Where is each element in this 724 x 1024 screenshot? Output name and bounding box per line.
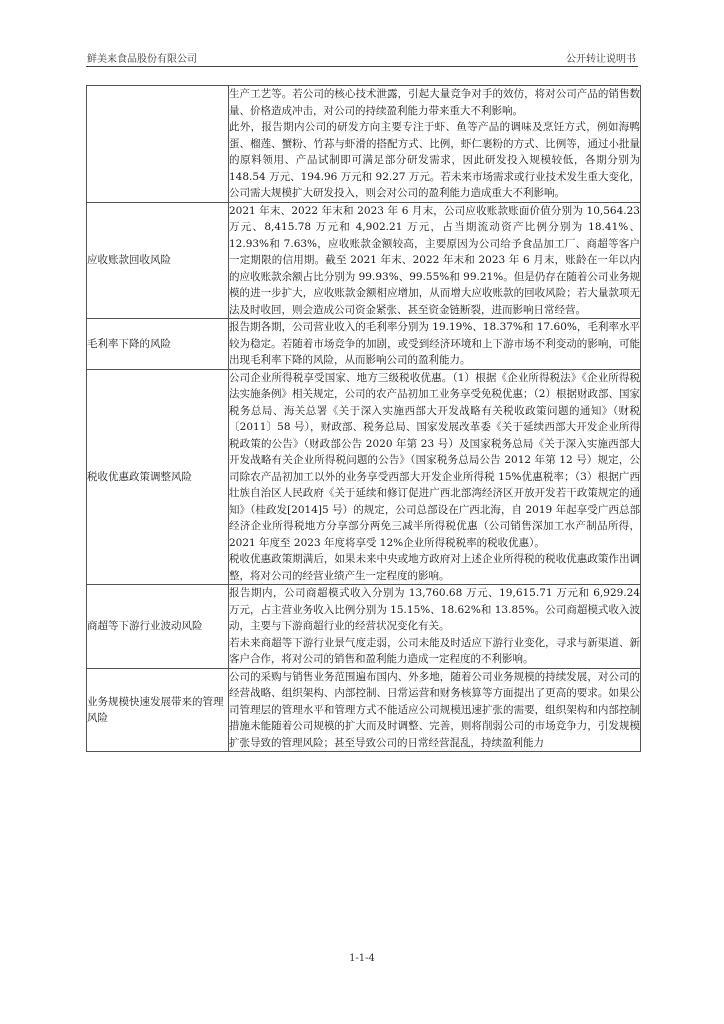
risk-description-cell [229,319,641,370]
risk-paragraph: 生产工艺等。若公司的核心技术泄露，引起大量竞争对手的效仿，将对公司产品的销售数量、价格造成冲击，对公司的持续盈利能力带来重大不利影响。 [229,88,640,117]
header-divider [86,66,638,67]
risk-factor-table [86,85,641,752]
risk-name-cell [87,86,229,203]
risk-paragraph: 此外，报告期内公司的研发方向主要专注于虾、鱼等产品的调味及烹饪方式，例如海鸭蛋、榴莲、蟹粉、竹荪与虾滑的搭配方式、比例，虾仁裹粉的方式、比例等，通过小批量的原料领用、产品试制即可满足部分研发需求，因此研发投入规模较低，各期分别为 148.54 万元、194.96 万元和 92.27 万元。若未来市场需求或行业技术发生重大变化，公司需大规模扩大研发投入，则会对公司的盈利能力造成重大不利影响。 [229,121,640,199]
risk-name-cell: 业务规模快速发展带来的管理风险 [87,668,229,752]
risk-paragraph: 报告期各期，公司营业收入的毛利率分别为 19.19%、18.37%和 17.60%，毛利率水平较为稳定。若随着市场竞争的加剧，或受到经济环境和上下游市场不利变动的影响，可能出现毛利率下降的风险，从而影响公司的盈利能力。 [229,321,640,366]
risk-paragraph: 公司企业所得税享受国家、地方三级税收优惠。（1）根据《企业所得税法》《企业所得税法实施条例》相关规定，公司的农产品初加工业务享受免税优惠；（2）根据财政部、国家税务总局、海关总署《关于深入实施西部大开发战略有关税收政策问题的通知》（财税〔2011〕58 号），财政部、税务总局、国家发展改革委《关于延续西部大开发企业所得税政策的公告》（财政部公告 2020 年第 23 号）及国家税务总局《关于深入实施西部大开发战略有关企业所得税问题的公告》（国家税务总局公告 2012 年第 12 号）规定，公司除农产品初加工以外的业务享受西部大开发企业所得税 15%优惠税率；（3）根据广西壮族自治区人民政府《关于延续和修订促进广西北部湾经济区开放开发若干政策规定的通知》（桂政发[2014]5 号）的规定，公司总部设在广西北海，自 2019 年起享受广西总部经济企业所得税地方分享部分两免三减半所得税优惠（公司销售深加工水产制品所得，2021 年度至 2023 年度将享受 12%企业所得税税率的税收优惠）。 [229,371,640,549]
risk-name-cell: 毛利率下降的风险 [87,319,229,370]
table-row [87,86,641,203]
table-row [87,369,641,585]
risk-name-cell: 税收优惠政策调整风险 [87,369,229,585]
table-row [87,319,641,370]
risk-paragraph: 若未来商超等下游行业景气度走弱，公司未能及时适应下游行业变化，寻求与新渠道、新客户合作，将对公司的销售和盈利能力造成一定程度的不利影响。 [229,636,640,665]
risk-description-cell [229,86,641,203]
risk-name-cell: 应收账款回收风险 [87,202,229,319]
table-row [87,668,641,752]
risk-description-cell [229,369,641,585]
header-document-title: 公开转让说明书 [566,54,636,65]
risk-paragraph: 税收优惠政策期满后，如果未来中央或地方政府对上述企业所得税的税收优惠政策作出调整，将对公司的经营业绩产生一定程度的影响。 [229,553,640,582]
risk-paragraph: 报告期内，公司商超模式收入分别为 13,760.68 万元、19,615.71 万元和 6,929.24 万元，占主营业务收入比例分别为 15.15%、18.62%和 13.85%。公司商超模式收入波动，主要与下游商超行业的经营状况变化有关。 [229,587,640,632]
table-row [87,202,641,319]
page-number: 1-1-4 [349,953,375,964]
risk-description-cell [229,202,641,319]
risk-paragraph: 2021 年末、2022 年末和 2023 年 6 月末，公司应收账款账面价值分别为 10,564.23 万元、8,415.78 万元和 4,902.21 万元，占当期流动资产比例分别为 18.41%、12.93%和 7.63%，应收账款金额较高，主要原因为公司给予食品加工厂、商超等客户一定期限的信用期。截至 2021 年末、2022 年末和 2023 年 6 月末，账龄在一年以内的应收账款余额占比分别为 99.93%、99.55%和 99.21%。但是仍存在随着公司业务规模的进一步扩大，应收账款金额相应增加，从而增大应收账款的回收风险；若大量款项无法及时收回，则会造成公司资金紧张、甚至资金链断裂，进而影响日常经营。 [229,204,640,316]
risk-description-cell [229,585,641,669]
header-company-name: 鲜美来食品股份有限公司 [87,54,197,65]
table-row [87,585,641,669]
risk-paragraph: 公司的采购与销售业务范围遍布国内、外多地，随着公司业务规模的持续发展，对公司的经营战略、组织架构、内部控制、日常运营和财务核算等方面提出了更高的要求。如果公司管理层的管理水平和管理方式不能适应公司规模迅速扩张的需要，组织架构和内部控制措施未能随着公司规模的扩大而及时调整、完善，则将削弱公司的市场竞争力，引发规模扩张导致的管理风险；甚至导致公司的日常经营混乱，持续盈利能力 [229,670,640,749]
risk-description-cell [229,668,641,752]
risk-name-cell: 商超等下游行业波动风险 [87,585,229,669]
